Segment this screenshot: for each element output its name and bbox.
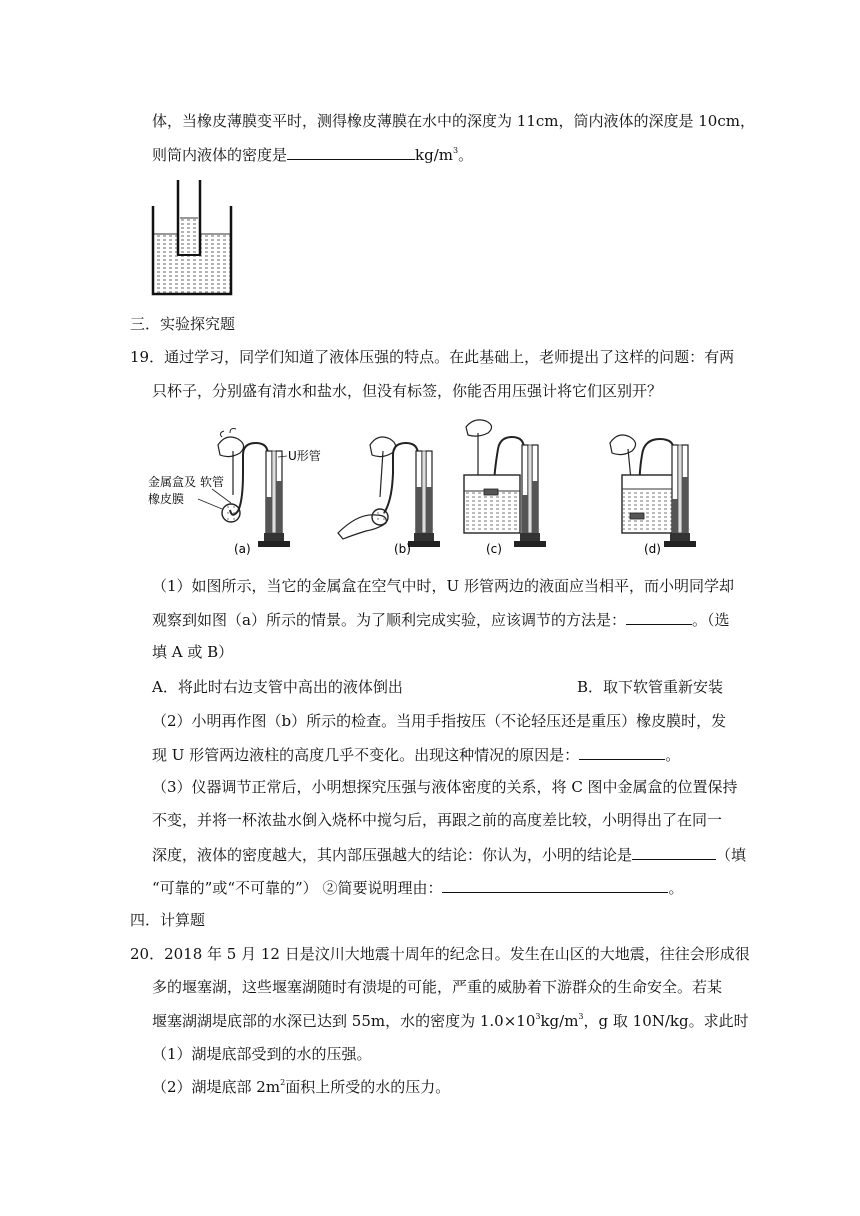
label-hose: 软管 [200,475,225,489]
setup-d [610,435,696,556]
setup-a [148,429,321,557]
q19-part-3-line-3-suffix: （填 [716,846,747,864]
q19-part-3-line-3-text: 深度，液体的密度越大，其内部压强越大的结论：你认为，小明的结论是 [152,846,633,864]
q19-part-3-line-1: （3）仪器调节正常后，小明想探究压强与液体密度的关系，将 C 图中金属盒的位置保持 [152,778,738,796]
option-a: A．将此时右边支管中高出的液体倒出 [152,678,403,696]
q19-part-2-line-2-suffix: 。 [665,746,681,764]
q20-sub-1: （1）湖堤底部受到的水的压强。 [152,1045,372,1063]
q20-line-1: 20．2018 年 5 月 12 日是汶川大地震十周年的纪念日。发生在山区的大地震，往往会形成很 [130,945,750,963]
section-3-title: 三．实验探究题 [130,315,236,333]
q20-line-3-end: ，g 取 10N/kg。求此时 [583,1012,749,1030]
q19-stem-line-1: 19．通过学习，同学们知道了液体压强的特点。在此基础上，老师提出了这样的问题：有两 [130,348,735,366]
q18-answer-blank[interactable] [287,143,415,160]
q19-part-3-answer-blank-1[interactable] [632,843,716,860]
q20-line-3-text: 堰塞湖湖堤底部的水深已达到 55m，水的密度为 1.0×10 [152,1012,536,1030]
caption-a: (a) [234,542,251,556]
q20-line-3 [152,1010,749,1032]
tube-in-beaker-figure [145,178,245,302]
q18-line-1: 体，当橡皮薄膜变平时，测得橡皮薄膜在水中的深度为 11cm，筒内液体的深度是 10cm， [152,112,755,130]
q19-stem-line-2: 只杯子，分别盛有清水和盐水，但没有标签，你能否用压强计将它们区别开？ [152,382,663,400]
q19-part-3-line-4 [152,876,683,899]
q19-part-3-line-4-text: “可靠的”或“不可靠的”） ②简要说明理由： [152,879,443,897]
q19-part-1-line-2-suffix: 。（选 [691,611,730,629]
q19-part-2-line-1: （2）小明再作图（b）所示的检查。当用手指按压（不论轻压还是重压）橡皮膜时，发 [152,712,727,730]
label-u-tube: U形管 [288,449,321,463]
section-4-title: 四．计算题 [130,911,206,929]
q18-unit: kg/m [415,146,453,164]
q20-line-3-unit: kg/m [540,1012,579,1030]
q19-part-3-answer-blank-2[interactable] [442,876,668,893]
q19-part-2-answer-blank[interactable] [579,743,665,760]
q19-part-1-answer-blank[interactable] [626,608,692,625]
q19-part-1-line-2 [152,608,729,631]
q20-line-3-exponent-2: 3 [578,1012,584,1021]
q19-part-3-line-3 [152,843,746,866]
q18-line-2 [152,143,473,166]
q18-line-2-text: 则筒内液体的密度是 [152,146,288,164]
q19-part-1-line-2-text: 观察到如图（a）所示的情景。为了顺利完成实验，应该调节的方法是： [152,611,626,629]
setup-b [338,437,440,556]
q19-part-1-line-1: （1）如图所示，当它的金属盒在空气中时，U 形管两边的液面应当相平，而小明同学却 [152,577,734,595]
q19-part-3-line-2: 不变，并将一杯浓盐水倒入烧杯中搅匀后，再跟之前的高度差比较，小明得出了在同一 [152,811,723,829]
q20-sub-2 [152,1076,450,1098]
q19-part-1-line-3: 填 A 或 B） [152,643,234,661]
q19-part-2-line-2 [152,743,680,766]
q20-sub-2-text: （2）湖堤底部 2m [152,1078,281,1096]
caption-d: (d) [644,542,661,556]
q19-part-2-line-2-text: 现 U 形管两边液柱的高度几乎不变化。出现这种情况的原因是： [152,746,580,764]
caption-c: (c) [486,542,502,556]
pressure-gauge-figure [148,415,718,565]
label-box-line-2: 橡皮膜 [148,492,185,506]
q20-sub-2-end: 面积上所受的水的压力。 [285,1078,451,1096]
q20-line-2: 多的堰塞湖，这些堰塞湖随时有溃堤的可能，严重的威胁着下游群众的生命安全。若某 [152,978,723,996]
option-b: B．取下软管重新安装 [577,678,724,696]
caption-b: (b) [394,542,411,556]
q20-sub-2-exponent: 2 [280,1078,286,1087]
setup-c [464,420,546,556]
q18-end: 。 [458,146,474,164]
q20-line-3-exponent-1: 3 [535,1012,541,1021]
q18-unit-exponent: 3 [452,146,459,155]
q19-part-3-line-4-suffix: 。 [668,879,684,897]
label-box-line-1: 金属盒及 [148,475,197,489]
